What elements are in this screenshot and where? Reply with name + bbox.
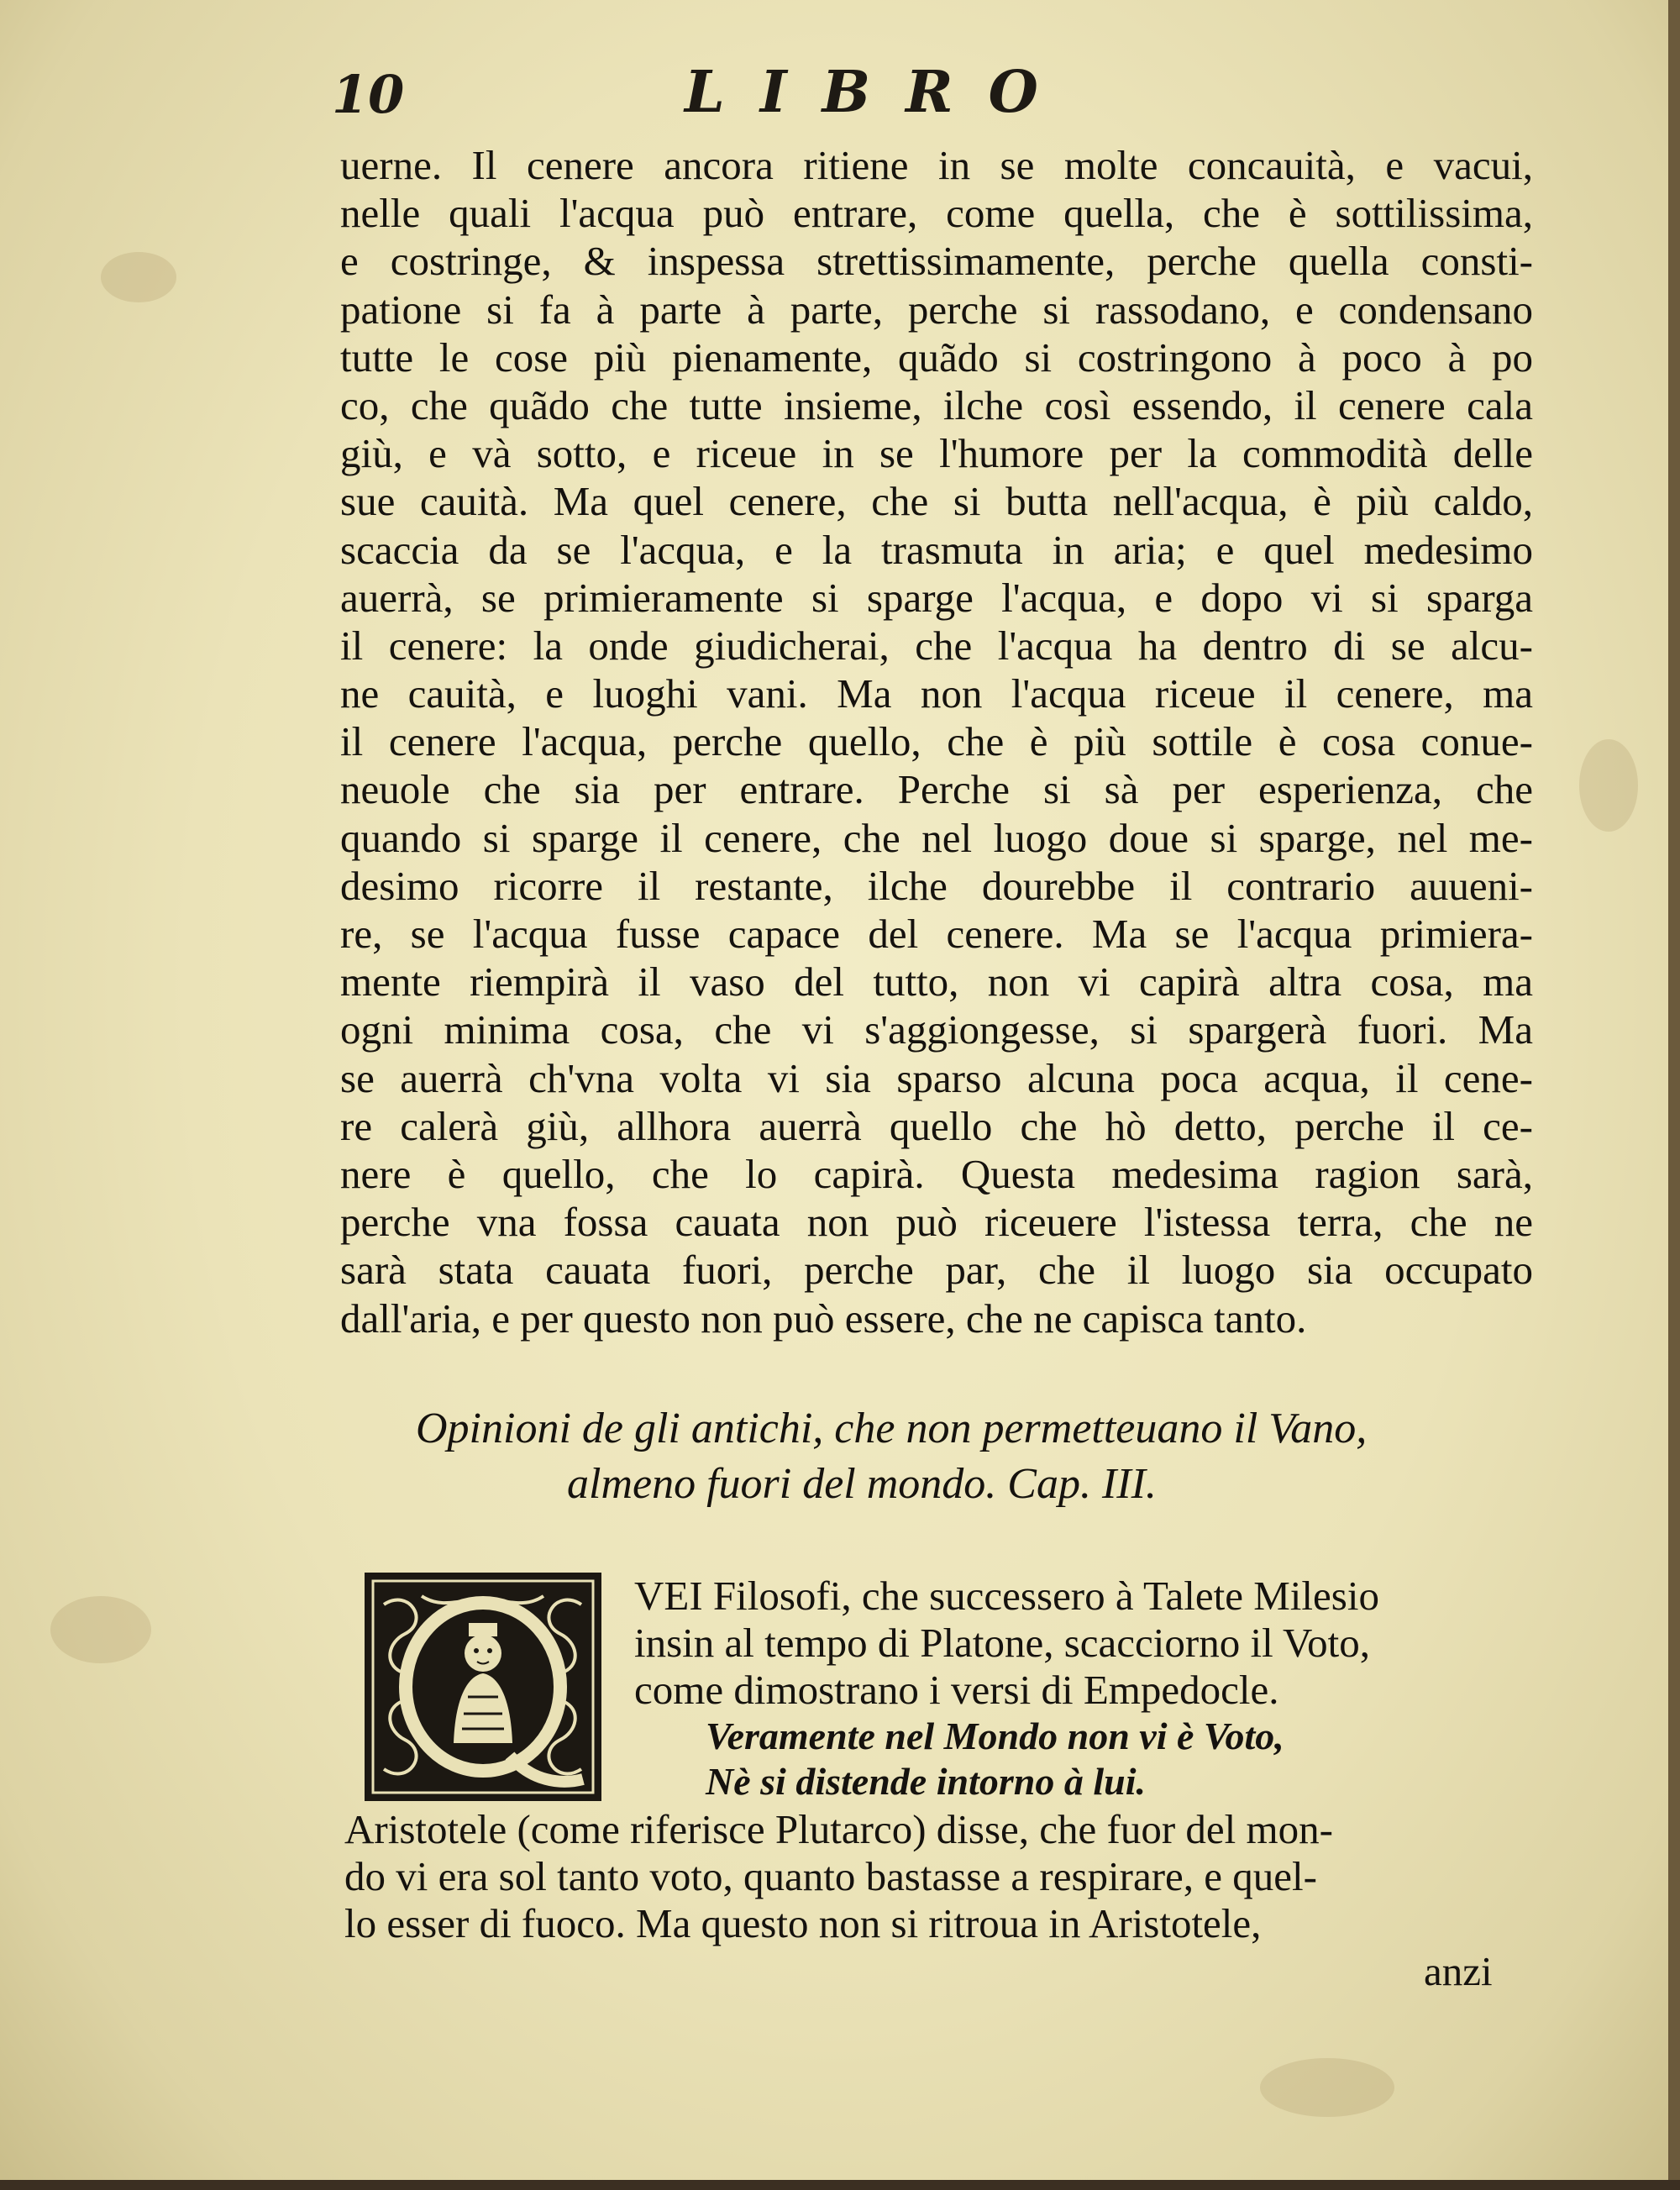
text-line: come dimostrano i versi di Empedocle.	[634, 1667, 1279, 1713]
text-line: auerrà, se primieramente si sparge l'acqua, e dopo vi si sparga	[340, 574, 1533, 621]
verse-quotation	[706, 1714, 1462, 1804]
text-line: do vi era sol tanto voto, quanto bastasse a respirare, e quel-	[344, 1853, 1317, 1899]
text-line: re calerà giù, allhora auerrà quello che hò detto, perche il ce-	[340, 1102, 1533, 1149]
text-line: perche vna fossa cauata non può riceuere l'istessa terra, che ne	[340, 1199, 1533, 1246]
text-line: co, che quãdo che tutte insieme, ilche così essendo, il cenere cala	[340, 381, 1533, 428]
text-line: re, se l'acqua fusse capace del cenere. Ma se l'acqua primiera-	[340, 911, 1533, 957]
paper-stain	[1260, 2058, 1394, 2117]
text-line: nere è quello, che lo capirà. Questa medesima ragion sarà,	[340, 1150, 1533, 1197]
verse-line: Veramente nel Mondo non vi è Voto,	[706, 1715, 1284, 1757]
text-line: VEI Filosofi, che successero à Talete Milesio	[634, 1573, 1379, 1619]
chapter-heading	[336, 1401, 1529, 1512]
paper-stain	[50, 1596, 151, 1663]
text-line: lo esser di fuoco. Ma questo non si ritroua in Aristotele,	[344, 1900, 1262, 1946]
text-line: sarà stata cauata fuori, perche par, che il luogo sia occupato	[340, 1247, 1533, 1294]
text-line: quando si sparge il cenere, che nel luogo doue si sparge, nel me-	[340, 814, 1533, 861]
text-line: uerne. Il cenere ancora ritiene in se molte concauità, e vacui,	[340, 142, 1533, 188]
continuation-paragraph	[344, 1806, 1537, 1947]
text-line: tutte le cose più pienamente, quãdo si costringono à poco à po	[340, 333, 1533, 381]
page-number: 10	[332, 64, 405, 125]
text-line: sue cauità. Ma quel cenere, che si butta nell'acqua, è più caldo,	[340, 478, 1533, 525]
text-line: Aristotele (come riferisce Plutarco) disse, che fuor del mon-	[344, 1806, 1333, 1852]
text-line: ogni minima cosa, che vi s'aggiongesse, si spargerà fuori. Ma	[340, 1006, 1533, 1053]
text-line: dall'aria, e per questo non può essere, che ne capisca tanto.	[340, 1295, 1307, 1342]
catchword: anzi	[1424, 1948, 1493, 1994]
chapter-heading-line: Opinioni de gli antichi, che non permetteuano il Vano,	[416, 1405, 1368, 1452]
chapter-heading-line: almeno fuori del mondo. Cap. III.	[567, 1460, 1157, 1508]
text-line: mente riempirà il vaso del tutto, non vi capirà altra cosa, ma	[340, 958, 1533, 1006]
paper-stain	[101, 252, 176, 302]
text-line: e costringe, & inspessa strettissimamente, perche quella consti-	[340, 238, 1533, 285]
text-line: ne cauità, e luoghi vani. Ma non l'acqua riceue il cenere, ma	[340, 670, 1533, 717]
text-line: il cenere l'acqua, perche quello, che è più sottile è cosa conue-	[340, 718, 1533, 765]
page-header	[332, 59, 1508, 134]
verse-line: Nè si distende intorno à lui.	[706, 1760, 1146, 1803]
text-line: neuole che sia per entrare. Perche si sà per esperienza, che	[340, 766, 1533, 813]
text-line: insin al tempo di Platone, scacciorno il Voto,	[634, 1620, 1370, 1666]
text-line: il cenere: la onde giudicherai, che l'acqua ha dentro di se alcu-	[340, 622, 1533, 669]
text-line: se auerrà ch'vna volta vi sia sparso alcuna poca acqua, il cene-	[340, 1054, 1533, 1101]
main-paragraph	[340, 141, 1533, 1342]
decorated-initial-q	[363, 1571, 603, 1803]
paper-stain	[1579, 739, 1638, 832]
text-line: scaccia da se l'acqua, e la trasmuta in aria; e quel medesimo	[340, 526, 1533, 573]
page-edge-bottom	[0, 2180, 1680, 2190]
text-line: desimo ricorre il restante, ilche dourebbe il contrario auueni-	[340, 862, 1533, 909]
text-line: nelle quali l'acqua può entrare, come quella, che è sottilissima,	[340, 190, 1533, 237]
text-line: patione si fa à parte à parte, perche si rassodano, e condensano	[340, 286, 1533, 333]
chapter-opening-paragraph	[634, 1573, 1537, 1714]
page-edge-right	[1668, 0, 1680, 2190]
text-line: giù, e và sotto, e riceue in se l'humore per la commodità delle	[340, 430, 1533, 477]
running-head: LIBRO	[685, 59, 1074, 126]
